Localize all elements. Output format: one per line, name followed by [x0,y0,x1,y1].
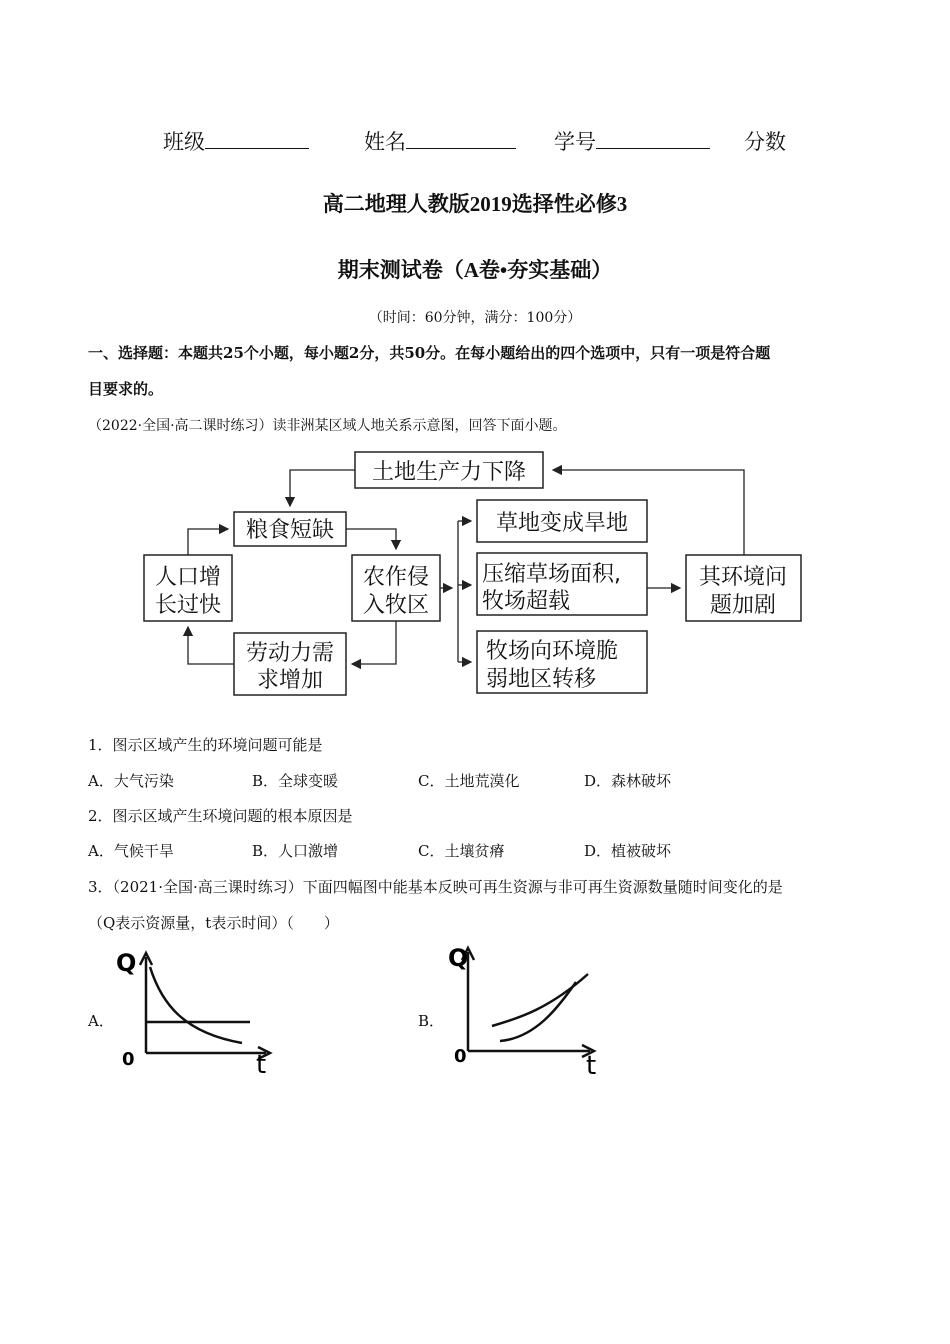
human-land-diagram [0,440,950,710]
q1-option-c[interactable]: C．土地荒漠化 [418,772,520,790]
q3-b-y-label: Q [448,944,469,972]
label-pasture-2: 弱地区转移 [486,667,597,692]
q1-option-b[interactable]: B．全球变暖 [252,772,339,790]
name-field [364,126,516,156]
label-pasture-1: 牧场向环境脆 [486,639,619,664]
name-blank [406,128,516,149]
question-3-stem-line2: （Q表示资源量，t表示时间）（ ） [88,914,339,932]
section-heading-line2: 目要求的。 [88,380,164,398]
label-compress-1: 压缩草场面积, [482,562,621,587]
class-field [163,126,309,156]
page-subtitle: 期末测试卷（A卷•夯实基础） [337,258,613,282]
label-farming-1: 农作侵 [362,565,430,590]
label-environment-2: 题加剧 [709,593,777,618]
q2-option-b[interactable]: B．人口激增 [252,842,339,860]
label-labor-2: 求增加 [256,668,324,693]
question-2-stem: 2．图示区域产生环境问题的根本原因是 [88,807,353,825]
class-blank [205,128,309,149]
q2-option-a[interactable]: A．气候干旱 [88,842,174,860]
name-label: 姓名 [364,130,406,154]
label-land-productivity: 土地生产力下降 [371,460,527,485]
q1-option-d[interactable]: D．森林破坏 [584,772,672,790]
label-population-2: 长过快 [154,593,222,618]
q2-option-d[interactable]: D．植被破坏 [584,842,672,860]
q3-option-b-label[interactable]: B． [418,1012,445,1030]
exam-info: （时间：60分钟，满分：100分） [368,310,582,326]
q3-option-a-label[interactable]: A． [88,1012,114,1030]
q3-a-x-label: t [256,1050,267,1075]
label-farming-2: 入牧区 [362,593,430,618]
question-3-stem-line1: 3．（2021·全国·高三课时练习）下面四幅图中能基本反映可再生资源与非可再生资源数量随时间变化的是 [88,878,783,896]
q3-a-origin: 0 [122,1049,135,1070]
page-title: 高二地理人教版2019选择性必修3 [322,192,628,216]
id-blank [596,128,710,149]
q3-a-y-label: Q [116,949,137,977]
question-1-stem: 1．图示区域产生的环境问题可能是 [88,736,323,754]
section-heading-line1: 一、选择题：本题共25个小题，每小题2分，共50分。在每小题给出的四个选项中，只有一项是符合题 [88,344,771,362]
label-environment-1: 其环境问 [698,565,788,590]
q3-b-origin: 0 [454,1046,467,1067]
label-food-shortage: 粮食短缺 [245,518,335,543]
question-intro: （2022·全国·高二课时练习）读非洲某区域人地关系示意图，回答下面小题。 [88,418,567,434]
q3-graph-a[interactable] [110,945,290,1075]
id-label: 学号 [554,130,596,154]
class-label: 班级 [163,130,205,154]
label-grassland: 草地变成旱地 [495,511,629,536]
label-compress-2: 牧场超载 [482,589,571,614]
q2-option-c[interactable]: C．土壤贫瘠 [418,842,505,860]
q3-graph-b[interactable] [440,938,620,1078]
id-field [554,126,710,156]
q1-option-a[interactable]: A．大气污染 [88,772,174,790]
label-labor-1: 劳动力需 [245,641,335,666]
score-field [744,126,786,156]
q3-b-x-label: t [586,1051,597,1078]
label-population-1: 人口增 [154,565,222,590]
score-label: 分数 [744,130,786,154]
